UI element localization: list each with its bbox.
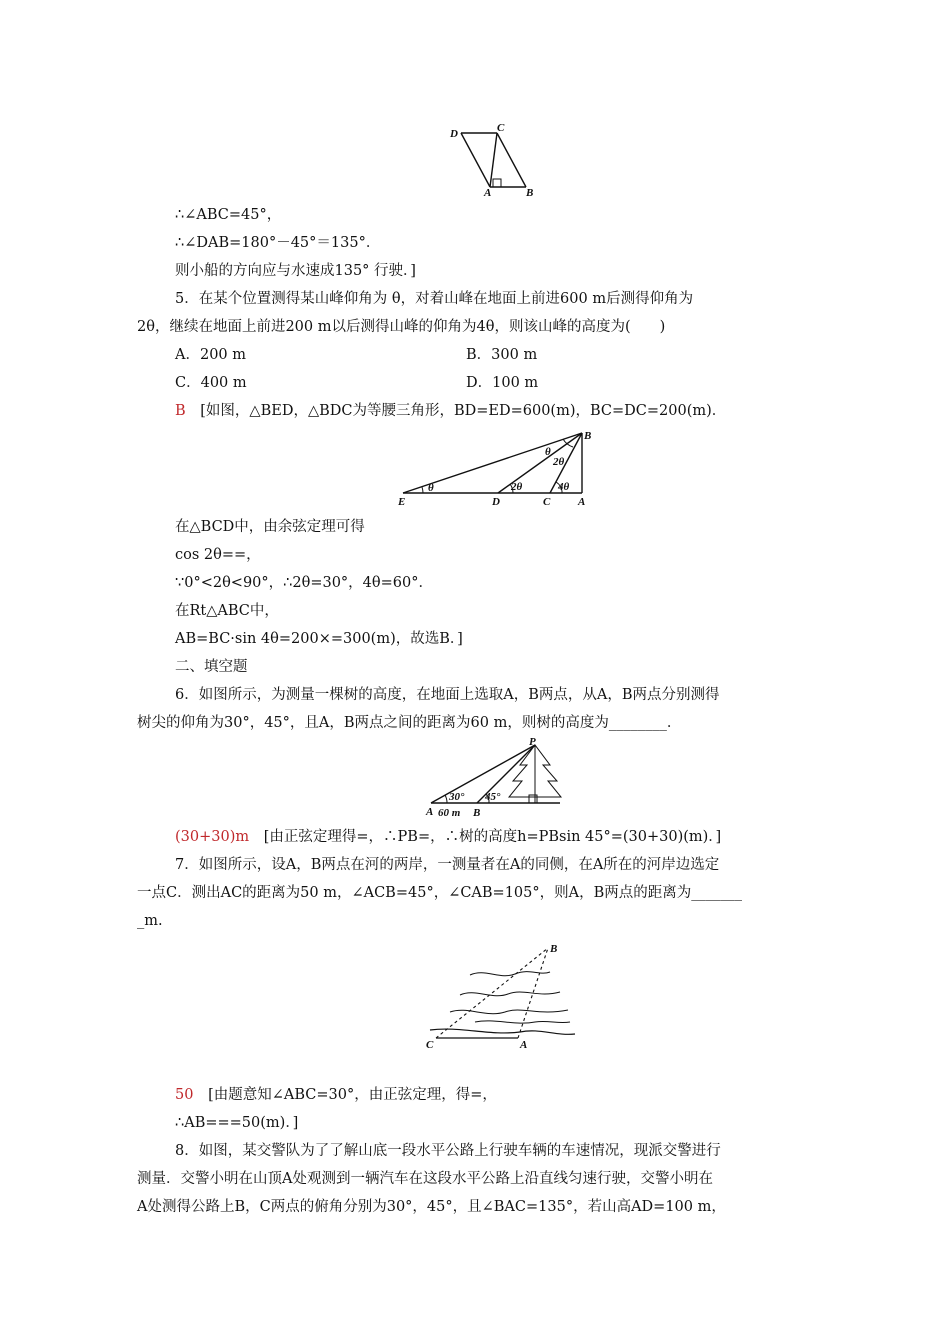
label-B: B: [584, 430, 592, 442]
sol5-line6: AB=BC·sin 4θ=200×=300(m)，故选B．]: [175, 631, 463, 647]
sol6-text: [由正弦定理得=，∴PB=，∴树的高度h=PBsin 45°=(30+30)(m)．]: [263, 829, 722, 845]
sol7-text: [由题意知∠ABC=30°，由正弦定理，得=，: [208, 1087, 497, 1103]
right-angle-mark: [529, 795, 537, 803]
q6-line2: 树尖的仰角为30°，45°，且A，B两点之间的距离为60 m，则树的高度为________．: [137, 715, 682, 731]
arc-E: [422, 487, 423, 493]
section-fill-in: 二、填空题: [175, 659, 248, 675]
sol7-line2: ∴AB===50(m)．]: [175, 1115, 299, 1131]
arc-A: [445, 795, 447, 803]
q7-line2: 一点C．测出AC的距离为50 m，∠ACB=45°，∠CAB=105°，则A，B两点的距离为_______: [137, 885, 743, 901]
label-A: A: [484, 187, 492, 199]
angle-E: θ: [428, 482, 434, 494]
river-wave-3: [450, 1010, 568, 1014]
q5-line1: 5．在某个位置测得某山峰仰角为 θ，对着山峰在地面上前进600 m后测得仰角为: [175, 291, 694, 307]
label-C: C: [426, 1039, 434, 1051]
label-A: A: [426, 806, 434, 818]
distance-60m: 60 m: [438, 807, 461, 819]
angle-B-2theta: 2θ: [553, 456, 565, 468]
sol7-line1: [175, 1085, 497, 1105]
sol4-line3: 则小船的方向应与水速成135° 行驶．]: [175, 263, 416, 279]
sol4-line1: ∴∠ABC=45°，: [175, 207, 282, 223]
q6-line1: 6．如图所示，为测量一棵树的高度，在地面上选取A，B两点，从A，B两点分别测得: [175, 687, 720, 703]
label-A: A: [520, 1039, 528, 1051]
label-B: B: [550, 943, 558, 955]
angle-C: 4θ: [558, 481, 570, 493]
sol5-line2: 在△BCD中，由余弦定理可得: [175, 519, 365, 535]
mountain-figure: [395, 425, 595, 510]
label-C: C: [543, 496, 551, 508]
label-B: B: [526, 187, 534, 199]
q5-option-d: D．100 m: [466, 375, 539, 391]
seg-DA: [461, 133, 490, 187]
label-A: A: [578, 496, 586, 508]
label-B: B: [473, 807, 481, 819]
river-wave-2: [460, 992, 560, 996]
river-figure: [420, 940, 580, 1050]
sol5-line4: ∵0°<2θ<90°，∴2θ=30°，4θ=60°．: [175, 575, 433, 591]
q7-line1: 7．如图所示，设A，B两点在河的两岸，一测量者在A的同侧，在A所在的河岸边选定: [175, 857, 720, 873]
q8-line3: A处测得公路上B，C两点的俯角分别为30°，45°，且∠BAC=135°，若山高AD=100 m，: [137, 1199, 726, 1215]
q8-line2: 测量．交警小明在山顶A处观测到一辆汽车在这段水平公路上沿直线匀速行驶，交警小明在: [137, 1171, 713, 1187]
sol5-line5: 在Rt△ABC中，: [175, 603, 279, 619]
river-wave-1: [470, 972, 550, 976]
label-D: D: [450, 128, 458, 140]
q5-option-b: B．300 m: [466, 347, 538, 363]
label-E: E: [398, 496, 406, 508]
angle-45: 45°: [485, 791, 501, 803]
sol5-answer: B: [175, 403, 186, 419]
angle-D: 2θ: [511, 481, 523, 493]
sol5-text: [如图，△BED，△BDC为等腰三角形，BD=ED=600(m)，BC=DC=200(m)．: [200, 403, 727, 419]
q5-option-c: C．400 m: [175, 375, 247, 391]
boat-parallelogram-figure: [440, 120, 550, 200]
sol7-answer: 50: [175, 1087, 194, 1103]
right-angle-mark: [493, 179, 501, 187]
river-bank: [430, 1029, 575, 1034]
sol6-line: [175, 827, 721, 847]
sol6-answer: (30+30)m: [175, 829, 250, 845]
q5-option-a: A．200 m: [175, 347, 247, 363]
label-D: D: [492, 496, 500, 508]
sol5-line3: cos 2θ==，: [175, 547, 261, 563]
label-P: P: [529, 736, 536, 748]
q5-line2: 2θ，继续在地面上前进200 m以后测得山峰的仰角为4θ，则该山峰的高度为( ): [137, 319, 666, 335]
q8-line1: 8．如图，某交警队为了了解山底一段水平公路上行驶车辆的车速情况，现派交警进行: [175, 1143, 721, 1159]
sol5-line1: [175, 401, 726, 421]
sol4-line2: ∴∠DAB=180°－45°＝135°．: [175, 235, 381, 251]
angle-B-theta: θ: [545, 446, 551, 458]
river-wave-4: [475, 1021, 570, 1023]
tree-figure: [425, 737, 565, 822]
angle-30: 30°: [449, 791, 465, 803]
q7-line3: _m.: [137, 913, 163, 929]
label-C: C: [497, 122, 505, 134]
